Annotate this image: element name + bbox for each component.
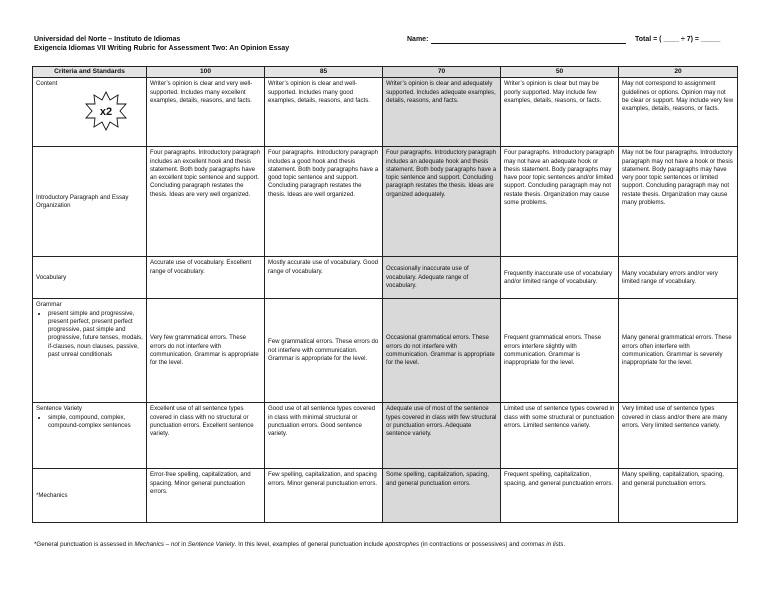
criterion-vocabulary: Vocabulary (33, 257, 147, 299)
descriptor-cell: Some spelling, capitalization, spacing, and general punctuation errors. (383, 469, 501, 523)
criterion-content (33, 78, 147, 147)
descriptor-cell: Many vocabulary errors and/or very limited range of vocabulary. (619, 257, 738, 299)
criterion-label: Content (36, 80, 58, 88)
document-header (34, 35, 289, 53)
descriptor-cell: Occasional grammatical errors. These errors do not interfere with communication. Grammar is appropriate for the level. (383, 299, 501, 403)
descriptor-cell: Few spelling, capitalization, and spacing errors. Minor general punctuation errors. (265, 469, 383, 523)
descriptor-cell: Four paragraphs. Introductory paragraph includes an adequate hook and thesis statement. Both body paragraphs have a topic sentence and support. Concluding paragraph restates the thesis. Ideas are organized adequately. (383, 147, 501, 257)
grammar-topics-list (36, 310, 143, 360)
descriptor-cell: Error-free spelling, capitalization, and spacing. Minor general punctuation errors. (147, 469, 265, 523)
table-row (33, 469, 738, 523)
footnote-text: . In this level, examples of general punctuation include (234, 541, 385, 548)
criterion-organization: Introductory Paragraph and Essay Organization (33, 147, 147, 257)
header-criteria: Criteria and Standards (33, 67, 147, 78)
criterion-mechanics: *Mechanics (33, 469, 147, 523)
name-label: Name: (407, 36, 429, 43)
footnote-text: in (179, 541, 188, 548)
descriptor-cell: Very few grammatical errors. These errors do not interfere with communication. Grammar is appropriate for the level. (147, 299, 265, 403)
footnote-text: – (164, 541, 171, 548)
descriptor-cell: Accurate use of vocabulary. Excellent range of vocabulary. (147, 257, 265, 299)
footnote-text: . (563, 541, 566, 548)
list-item: • simple, compound, complex, compound-complex sentences (48, 414, 143, 431)
descriptor-cell: Writer’s opinion is clear and adequately supported. Includes adequate examples, details, reasons, and facts. (383, 78, 501, 147)
descriptor-cell: Frequently inaccurate use of vocabulary and/or limited range of vocabulary. (501, 257, 619, 299)
descriptor-cell: Adequate use of most of the sentence types covered in class with few structural or punctuation errors. Adequate sentence variety. (383, 403, 501, 469)
descriptor-cell: Writer’s opinion is clear and very well-supported. Includes many excellent examples, details, reasons, and facts. (147, 78, 265, 147)
footnote-text: (in contractions or possessives) and (419, 541, 522, 548)
list-item: • present simple and progressive, present perfect, present perfect progressive, past simple and progressive, future tenses, modals, if-clauses, noun clauses, passive, past unreal conditionals (48, 310, 143, 360)
descriptor-cell: Occasionally inaccurate use of vocabulary. Adequate range of vocabulary. (383, 257, 501, 299)
sentence-types-list (36, 414, 143, 431)
criterion-grammar (33, 299, 147, 403)
descriptor-cell: Four paragraphs. Introductory paragraph may not have an adequate hook or thesis statement. Body paragraphs may have poor topic sentences and/or limited support. Concluding paragraph may not restate thesis. Organization may cause some problems. (501, 147, 619, 257)
header-row (33, 67, 738, 78)
name-blank-line (431, 36, 626, 44)
table-row (33, 403, 738, 469)
table-row (33, 78, 738, 147)
institution-name: Universidad del Norte – Instituto de Idiomas (34, 36, 181, 43)
footnote-emphasis: not (170, 541, 180, 548)
descriptor-cell: Mostly accurate use of vocabulary. Good range of vocabulary. (265, 257, 383, 299)
table-row (33, 257, 738, 299)
footnote-emphasis: Sentence Variety (187, 541, 235, 548)
table-row (33, 299, 738, 403)
descriptor-cell: Frequent spelling, capitalization, spacing, and general punctuation errors. (501, 469, 619, 523)
descriptor-cell: Four paragraphs. Introductory paragraph includes an excellent hook and thesis statement. Both body paragraphs have an excellent topic sentence and support. Concluding paragraph restates the thesis. Ideas are very well organized. (147, 147, 265, 257)
descriptor-cell: Frequent grammatical errors. These errors interfere slightly with communication. Grammar is inappropriate for the level. (501, 299, 619, 403)
starburst-icon (84, 91, 128, 131)
criterion-label: Sentence Variety (36, 405, 82, 413)
badge-text: x2 (99, 105, 113, 118)
header-score-20: 20 (619, 67, 738, 78)
name-field (407, 35, 626, 44)
footnote-emphasis: commas in lists (521, 541, 564, 548)
descriptor-cell: Many general grammatical errors. These errors often interfere with communication. Grammar is severely inappropriate for the level. (619, 299, 738, 403)
rubric-table (32, 66, 738, 523)
criterion-sentence-variety (33, 403, 147, 469)
descriptor-cell: Many spelling, capitalization, spacing, and general punctuation errors. (619, 469, 738, 523)
descriptor-cell: Writer’s opinion is clear and well-supported. Includes many good examples, details, reasons, and facts. (265, 78, 383, 147)
table-row (33, 147, 738, 257)
header-score-50: 50 (501, 67, 619, 78)
descriptor-cell: Good use of all sentence types covered in class with minimal structural or punctuation errors. Good sentence variety. (265, 403, 383, 469)
descriptor-cell: May not correspond to assignment guidelines or options. Opinion may not be clear or support. May include very few examples, details, reasons, or facts. (619, 78, 738, 147)
double-weight-badge (84, 91, 128, 134)
descriptor-cell: May not be four paragraphs. Introductory paragraph may not have a hook or thesis statement. Body paragraphs may have very poor topic sentences or limited support. Concluding paragraph may not restate thesis. Organization may cause many problems. (619, 147, 738, 257)
header-score-100: 100 (147, 67, 265, 78)
header-score-70: 70 (383, 67, 501, 78)
descriptor-cell: Very limited use of sentence types covered in class and/or there are many errors. Very limited sentence variety. (619, 403, 738, 469)
descriptor-cell: Four paragraphs. Introductory paragraph includes a good hook and thesis statement. Both body paragraphs have a good topic sentence and support. Concluding paragraph restates the thesis. Ideas are well organized. (265, 147, 383, 257)
descriptor-cell: Few grammatical errors. These errors do not interfere with communication. Grammar is appropriate for the level. (265, 299, 383, 403)
criterion-label: Grammar (36, 301, 62, 309)
footnote (34, 541, 565, 549)
footnote-emphasis: apostrophes (385, 541, 420, 548)
descriptor-cell: Writer’s opinion is clear but may be poorly supported. May include few examples, details, reasons, or facts. (501, 78, 619, 147)
footnote-text: *General punctuation is assessed in (34, 541, 135, 548)
header-score-85: 85 (265, 67, 383, 78)
descriptor-cell: Limited use of sentence types covered in class with some structural or punctuation errors. Limited sentence variety. (501, 403, 619, 469)
total-field: Total = ( ____ ÷ 7) = _____ (635, 36, 721, 43)
rubric-title: Exigencia Idiomas VII Writing Rubric for Assessment Two: An Opinion Essay (34, 45, 290, 52)
footnote-emphasis: Mechanics (134, 541, 165, 548)
descriptor-cell: Excellent use of all sentence types covered in class with no structural or punctuation errors. Excellent sentence variety. (147, 403, 265, 469)
